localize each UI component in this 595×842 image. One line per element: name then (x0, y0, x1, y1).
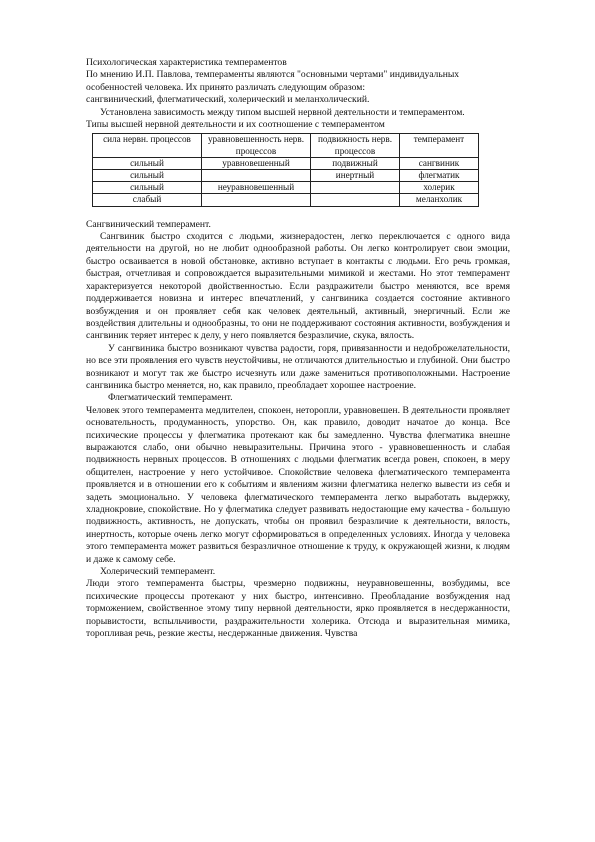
table-cell: сильный (93, 170, 202, 182)
table-header-cell: уравновешенность нерв. процессов (202, 134, 311, 157)
table-cell: сангвиник (400, 157, 479, 169)
table-row (93, 157, 479, 169)
table-header-cell: темперамент (400, 134, 479, 157)
table-cell (311, 194, 400, 206)
table-cell: инертный (311, 170, 400, 182)
sanguine-paragraph: Сангвиник быстро сходится с людьми, жизнерадостен, легко переключается с одного вида деятельности на другой, но не любит однообразной работы. Он легко контролирует свои эмоции, быстро осваивается в новой обстановке, активно вступает в контакты с людьми. Его речь громкая, быстрая, отчетливая и сопровождается выразительными мимикой и жестами. Но этот темперамент характеризуется некоторой двойственностью. Если раздражители быстро меняются, все время поддерживается новизна и интерес впечатлений, у сангвиника создается состояние активного возбуждения и он проявляет себя как человек деятельный, активный, энергичный. Если же воздействия длительны и однообразны, то они не поддерживают состояния активности, возбуждения и сангвиник теряет интерес к делу, у него появляется безразличие, скука, вялость. (86, 231, 510, 342)
document-title: Психологическая характеристика темпераментов (86, 57, 287, 68)
intro-line: особенностей человека. Их принято различать следующим образом: (86, 81, 366, 93)
table-row (93, 170, 479, 182)
table-cell (311, 182, 400, 194)
table-cell (202, 170, 311, 182)
table-cell: слабый (93, 194, 202, 206)
table-header-cell: подвижность нерв. процессов (311, 134, 400, 157)
temperament-table (92, 133, 479, 206)
choleric-heading: Холерический темперамент. (100, 566, 216, 578)
phlegmatic-paragraph: Человек этого темперамента медлителен, спокоен, неторопли, уравновешен. В деятельности проявляет основательность, продуманность, упорство. Он, как правило, доводит начатое до конца. Все психические процессы у флегматика протекают как бы замедленно. Чувства флегматика внешне выражаются слабо, они обычно невыразительны. Причина этого - уравновешенность и слабая подвижность нервных процессов. В отношениях с людьми флегматик всегда ровен, спокоен, в меру общителен, настроение у него устойчивое. Спокойствие человека флегматического темперамента проявляется и в отношении его к событиям и явлениям жизни флегматика нелегко вывести из себя и задеть эмоционально. У человека флегматического темперамента легко выработать выдержку, хладнокровие, спокойствие. Но у флегматика следует развивать недостающие ему качества - большую подвижность, активность, не допускать, чтобы он проявил безразличие к деятельности, вялость, инертность, которые очень легко могут сформироваться в определенных условиях. Иногда у человека этого темперамента может развиться безразличное отношение к труду, к окружающей жизни, к людям и даже к самому себе. (86, 404, 510, 565)
table-row (93, 194, 479, 206)
table-cell: холерик (400, 182, 479, 194)
table-cell: уравновешенный (202, 157, 311, 169)
intro-line: сангвинический, флегматический, холерический и меланхолический. (86, 94, 370, 106)
table-cell: подвижный (311, 157, 400, 169)
table-cell: флегматик (400, 170, 479, 182)
intro-line: По мнению И.П. Павлова, темпераменты являются "основными чертами" индивидуальных (86, 69, 460, 81)
table-caption: Типы высшей нервной деятельности и их соотношение с темпераментом (86, 119, 385, 131)
table-header-cell: сила нервн. процессов (93, 134, 202, 157)
table-header-row (93, 134, 479, 157)
phlegmatic-heading: Флегматический темперамент. (108, 392, 233, 404)
table-cell (202, 194, 311, 206)
document-page (86, 57, 510, 640)
table-cell: сильный (93, 182, 202, 194)
relation-line: Установлена зависимость между типом высшей нервной деятельности и темпераментом. (100, 106, 465, 118)
table-cell: неуравновешенный (202, 182, 311, 194)
table-row (93, 182, 479, 194)
sanguine-paragraph: У сангвиника быстро возникают чувства радости, горя, привязанности и недоброжелательности, но все эти проявления его чувств неустойчивы, не отличаются длительностью и глубиной. Они быстро возникают и могут так же быстро исчезнуть или даже замениться противоположными. Настроение сангвиника быстро меняется, но, как правило, преобладает хорошее настроение. (86, 342, 510, 391)
sanguine-heading: Сангвинический темперамент. (86, 218, 211, 230)
choleric-paragraph: Люди этого темперамента быстры, чрезмерно подвижны, неуравновешенны, возбудимы, все психические процессы протекают у них быстро, интенсивно. Преобладание возбуждения над торможением, свойственное этому типу нервной деятельности, ярко проявляется в несдержанности, порывистости, вспыльчивости, раздражительности холерика. Отсюда и выразительная мимика, торопливая речь, резкие жесты, несдержанные движения. Чувства (86, 578, 510, 640)
table-cell: меланхолик (400, 194, 479, 206)
table-cell: сильный (93, 157, 202, 169)
